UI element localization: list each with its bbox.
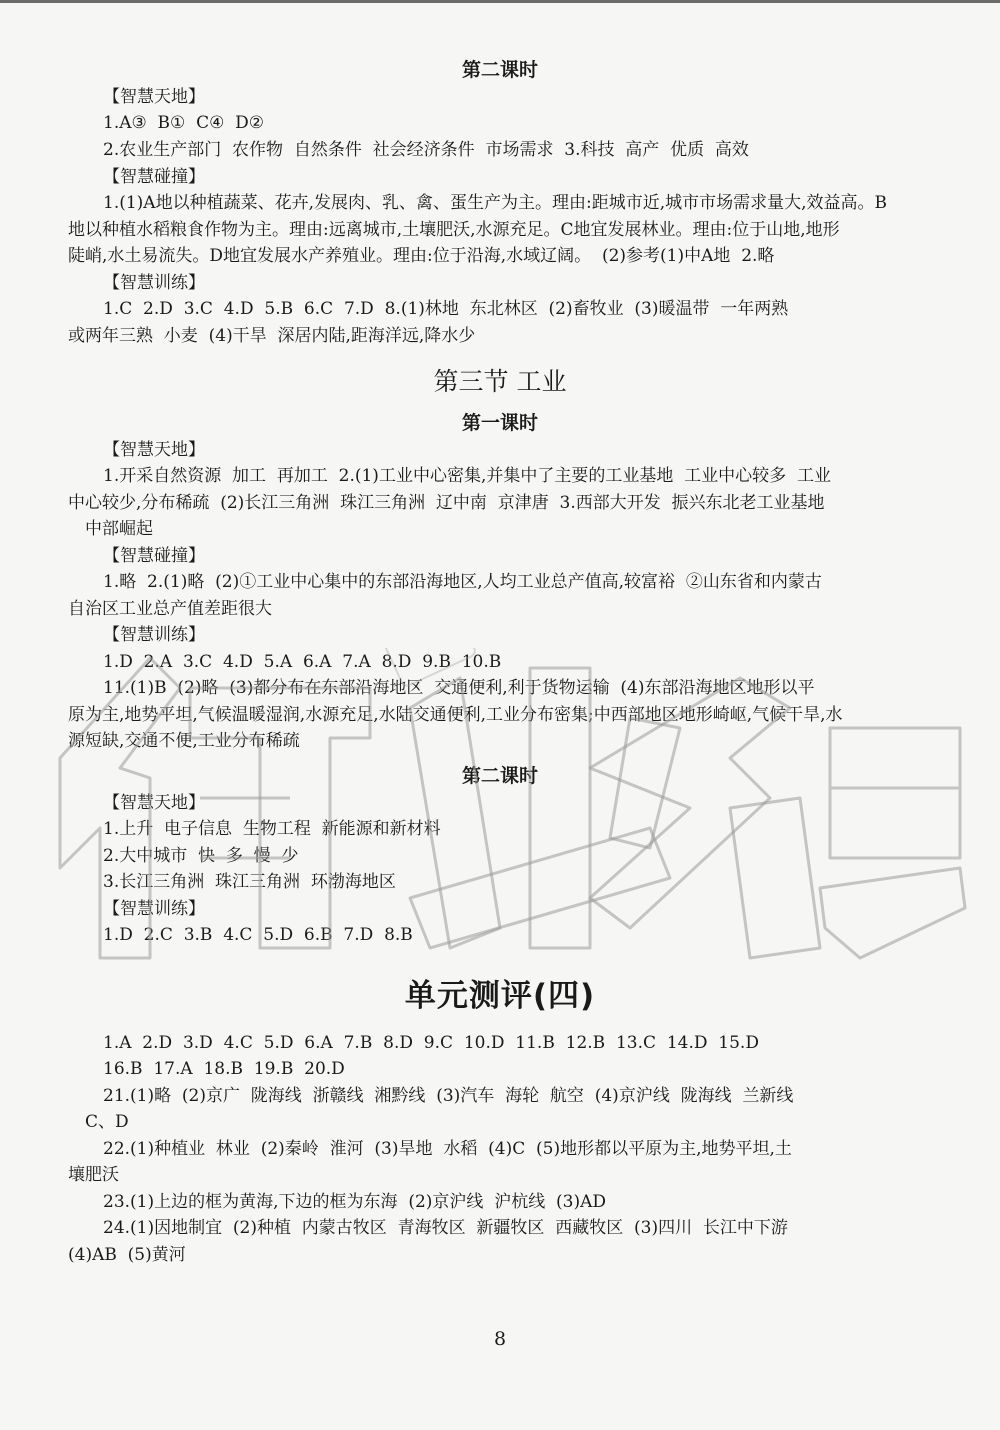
lesson-title: 第二课时 (461, 59, 538, 81)
answer-line: 源短缺,交通不便,工业分布稀疏 (68, 731, 300, 751)
section-header: 【智慧训练】 (103, 625, 205, 645)
answer-line: 自治区工业总产值差距很大 (68, 599, 272, 619)
answer-line: 地以种植水稻粮食作物为主。理由:远离城市,土壤肥沃,水源充足。C地宜发展林业。理由:位于山地,地形 (68, 220, 840, 240)
answer-line: 3.长江三角洲 珠江三角洲 环渤海地区 (103, 872, 396, 892)
answer-line: 壤肥沃 (68, 1165, 119, 1185)
section-header: 【智慧训练】 (103, 273, 205, 293)
answer-line: 陡峭,水土易流失。D地宜发展水产养殖业。理由:位于沿海,水域辽阔。 (2)参考(1)中A地 2.略 (68, 246, 775, 266)
scan-top-edge (0, 0, 1000, 3)
section-title: 第三节 工业 (433, 367, 567, 396)
answer-line: 11.(1)B (2)略 (3)都分布在东部沿海地区 交通便利,利于货物运输 (4)东部沿海地区地形以平 (103, 678, 815, 698)
answer-line: 1.D 2.A 3.C 4.D 5.A 6.A 7.A 8.D 9.B 10.B (103, 652, 502, 672)
answer-line: 24.(1)因地制宜 (2)种植 内蒙古牧区 青海牧区 新疆牧区 西藏牧区 (3)四川 长江中下游 (103, 1218, 788, 1238)
answer-line: 2.农业生产部门 农作物 自然条件 社会经济条件 市场需求 3.科技 高产 优质 高效 (103, 140, 749, 160)
answer-line: 1.C 2.D 3.C 4.D 5.B 6.C 7.D 8.(1)林地 东北林区 (2)畜牧业 (3)暖温带 一年两熟 (103, 299, 789, 319)
answer-line: 1.A③ B① C④ D② (103, 113, 265, 133)
answer-line: C、D (85, 1112, 129, 1132)
answer-line: 中部崛起 (85, 519, 153, 539)
section-header: 【智慧天地】 (103, 87, 205, 107)
section-header: 【智慧天地】 (103, 440, 205, 460)
answer-line: 1.开采自然资源 加工 再加工 2.(1)工业中心密集,并集中了主要的工业基地 工业中心较多 工业 (103, 466, 831, 486)
answer-line: 16.B 17.A 18.B 19.B 20.D (103, 1059, 345, 1079)
lesson-title: 第一课时 (461, 412, 538, 434)
answer-line: 1.A 2.D 3.D 4.C 5.D 6.A 7.B 8.D 9.C 10.D 11.B 12.B 13.C 14.D 15.D (103, 1033, 759, 1053)
answer-line: (4)AB (5)黄河 (68, 1245, 186, 1265)
answer-line: 1.D 2.C 3.B 4.C 5.D 6.B 7.D 8.B (103, 925, 413, 945)
answer-line: 1.(1)A地以种植蔬菜、花卉,发展肉、乳、禽、蛋生产为主。理由:距城市近,城市市场需求量大,效益高。B (103, 193, 888, 213)
answer-line: 中心较少,分布稀疏 (2)长江三角洲 珠江三角洲 辽中南 京津唐 3.西部大开发 振兴东北老工业基地 (68, 493, 825, 513)
section-header: 【智慧天地】 (103, 793, 205, 813)
unit-title: 单元测评(四) (404, 978, 596, 1014)
lesson-title: 第二课时 (461, 765, 538, 787)
answer-line: 或两年三熟 小麦 (4)干旱 深居内陆,距海洋远,降水少 (68, 326, 476, 346)
answer-line: 22.(1)种植业 林业 (2)秦岭 淮河 (3)旱地 水稻 (4)C (5)地形都以平原为主,地势平坦,土 (103, 1139, 792, 1159)
answer-line: 1.上升 电子信息 生物工程 新能源和新材料 (103, 819, 441, 839)
answer-line: 原为主,地势平坦,气候温暖湿润,水源充足,水陆交通便利,工业分布密集;中西部地区地形崎岖,气候干旱,水 (68, 705, 843, 725)
section-header: 【智慧碰撞】 (103, 546, 205, 566)
section-header: 【智慧训练】 (103, 899, 205, 919)
page-number: 8 (493, 1328, 507, 1350)
answer-line: 1.略 2.(1)略 (2)①工业中心集中的东部沿海地区,人均工业总产值高,较富裕 ②山东省和内蒙古 (103, 572, 822, 592)
section-header: 【智慧碰撞】 (103, 167, 205, 187)
answer-line: 2.大中城市 快 多 慢 少 (103, 846, 299, 866)
answer-line: 21.(1)略 (2)京广 陇海线 浙赣线 湘黔线 (3)汽车 海轮 航空 (4)京沪线 陇海线 兰新线 (103, 1086, 794, 1106)
answer-line: 23.(1)上边的框为黄海,下边的框为东海 (2)京沪线 沪杭线 (3)AD (103, 1192, 607, 1212)
